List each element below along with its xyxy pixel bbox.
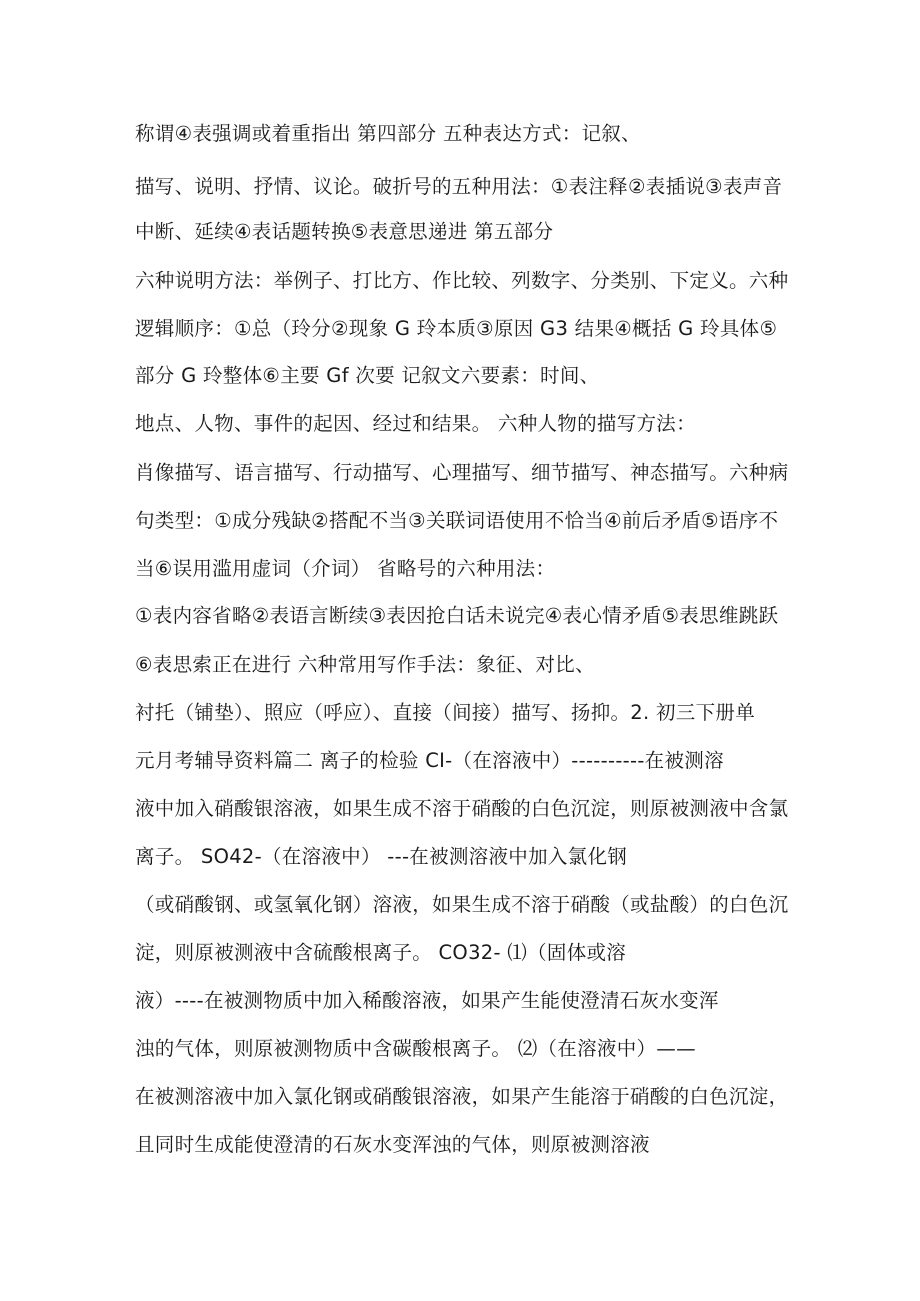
text-line: （或硝酸钢、或氢氧化钢）溶液，如果生成不溶于硝酸（或盐酸）的白色沉: [135, 893, 789, 916]
text-line: 淀，则原被测液中含硫酸根离子。 CO32- ⑴（固体或溶: [135, 941, 627, 964]
text-line: 部分 G 玲整体⑥主要 Gf 次要 记叙文六要素：时间、: [135, 364, 600, 387]
text-line: 浊的气体，则原被测物质中含碳酸根离子。 ⑵（在溶液中）——: [135, 1037, 696, 1060]
text-line: 六种说明方法：举例子、打比方、作比较、列数字、分类别、下定义。六种: [135, 269, 789, 292]
text-line: 称谓④表强调或着重指出 第四部分 五种表达方式：记叙、: [135, 122, 641, 145]
text-line: 液中加入硝酸银溶液，如果生成不溶于硝酸的白色沉淀，则原被测液中含氯: [135, 797, 789, 820]
text-line: ①表内容省略②表语言断续③表因抢白话未说完④表心情矛盾⑤表思维跳跃: [135, 604, 779, 627]
text-line: 逻辑顺序：①总（玲分②现象 G 玲本质③原因 G3 结果④概括 G 玲具体⑤: [135, 317, 778, 340]
text-line: 离子。 SO42-（在溶液中） ---在被测溶液中加入氯化钢: [135, 845, 628, 868]
text-line: 当⑥误用滥用虚词（介词） 省略号的六种用法：: [135, 557, 556, 580]
text-line: 衬托（铺垫）、照应（呼应）、直接（间接）描写、扬抑。2. 初三下册单: [135, 701, 756, 724]
text-line: 句类型：①成分残缺②搭配不当③关联词语使用不恰当④前后矛盾⑤语序不: [135, 509, 779, 532]
text-line: 液）----在被测物质中加入稀酸溶液，如果产生能使澄清石灰水变浑: [135, 989, 719, 1012]
text-line: ⑥表思索正在进行 六种常用写作手法：象征、对比、: [135, 653, 595, 676]
text-line: 在被测溶液中加入氯化钢或硝酸银溶液，如果产生能溶于硝酸的白色沉淀，: [135, 1085, 789, 1108]
text-line: 描写、说明、抒情、议论。破折号的五种用法：①表注释②表插说③表声音: [135, 175, 783, 198]
text-line: 元月考辅导资料篇二 离子的检验 CI-（在溶液中）----------在被测溶: [135, 749, 724, 772]
text-line: 地点、人物、事件的起因、经过和结果。 六种人物的描写方法：: [135, 412, 696, 435]
text-line: 且同时生成能使澄清的石灰水变浑浊的气体，则原被测溶液: [135, 1133, 650, 1156]
text-line: 中断、延续④表话题转换⑤表意思递进 第五部分: [135, 220, 554, 243]
text-line: 肖像描写、语言描写、行动描写、心理描写、细节描写、神态描写。六种病: [135, 461, 789, 484]
